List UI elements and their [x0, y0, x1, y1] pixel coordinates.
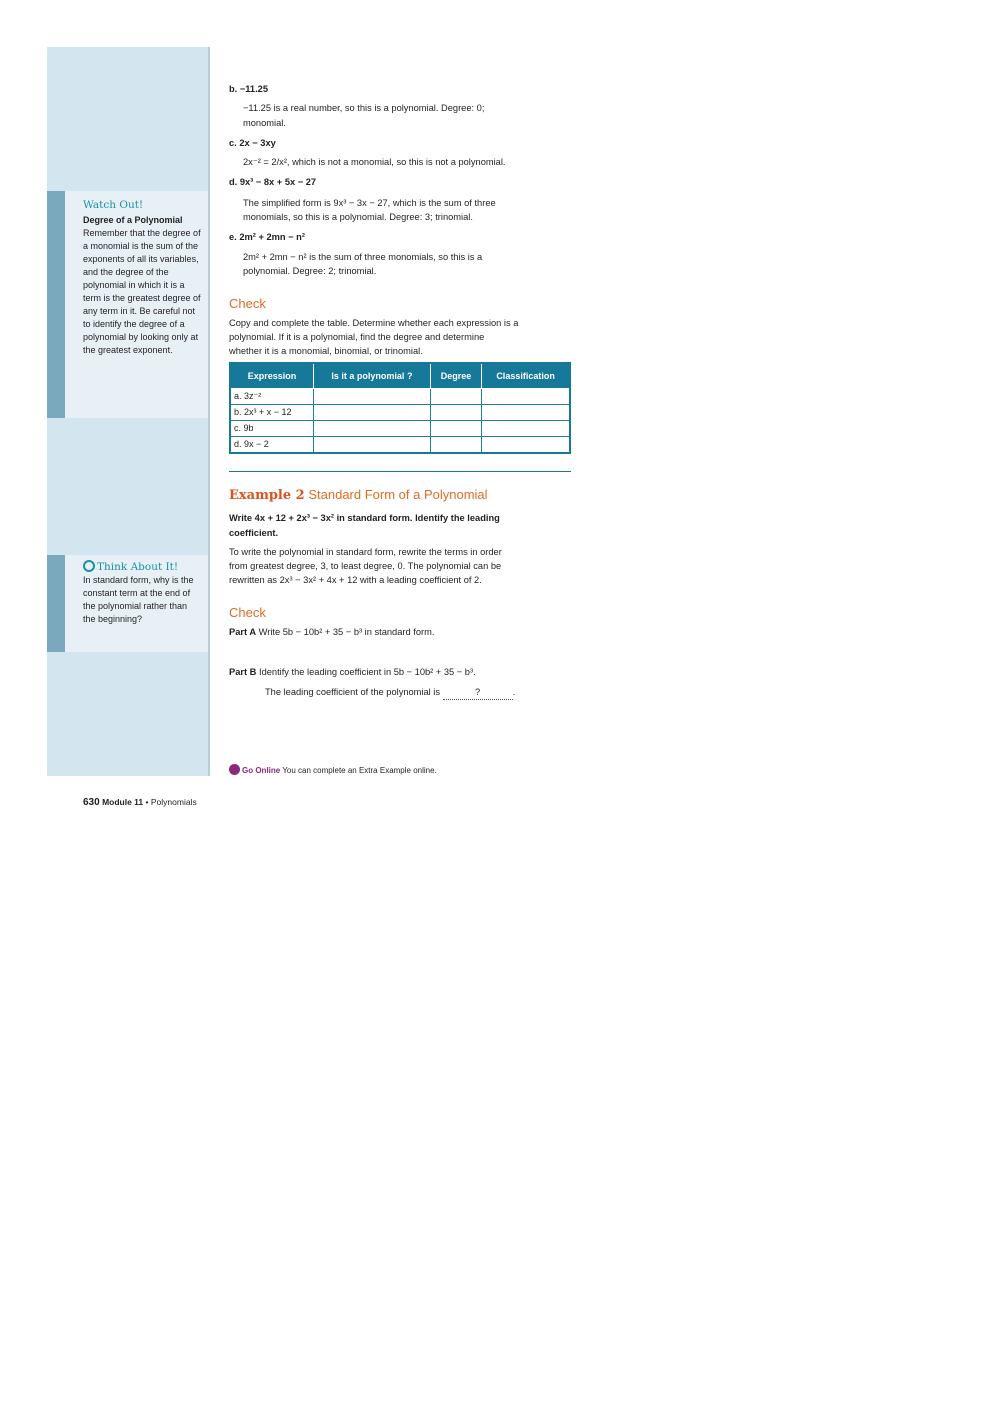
column-header: Classification: [482, 363, 570, 389]
check-instructions-end: whether it is a monomial, binomial, or trinomial.: [229, 346, 423, 356]
think-about-heading: [83, 560, 201, 574]
example-2-number: Example 2: [229, 488, 305, 503]
example-d-text-cont: monomials, so this is a polynomial. Degree: 3; trinomial.: [243, 212, 473, 222]
go-online-text: You can complete an Extra Example online.: [282, 766, 437, 775]
part-b-label: Part B: [229, 667, 257, 677]
example-2-heading: [229, 487, 488, 504]
answer-cell[interactable]: [314, 405, 431, 421]
watch-out-title: Watch Out!: [83, 199, 144, 211]
note-accent-bar: [47, 555, 65, 652]
example-2-body-end: rewritten as 2x³ − 3x² + 4x + 12 with a leading coefficient of 2.: [229, 575, 482, 585]
example-2-body-cont: from greatest degree, 3, to least degree, 0. The polynomial can be: [229, 561, 502, 571]
column-header: Expression: [230, 363, 314, 389]
answer-cell[interactable]: [430, 389, 481, 405]
example-2-title: Standard Form of a Polynomial: [308, 487, 488, 502]
polynomial-table: [229, 362, 571, 454]
go-online-link[interactable]: [229, 764, 437, 778]
table-row: [230, 421, 570, 437]
part-a-text: Write 5b − 10b² + 35 − b³ in standard form.: [258, 627, 435, 637]
answer-cell[interactable]: [482, 405, 570, 421]
think-about-body: In standard form, why is the constant term at the end of the polynomial rather than the beginning?: [83, 575, 194, 624]
answer-line: [265, 685, 515, 700]
check-2-heading: Check: [229, 605, 266, 620]
answer-cell[interactable]: [314, 437, 431, 454]
answer-cell[interactable]: [482, 389, 570, 405]
example-d-label: d. 9x³ − 8x + 5x − 27: [229, 177, 317, 187]
think-about-box: [47, 555, 208, 652]
part-b-prompt: [229, 665, 476, 679]
section-divider: [229, 471, 571, 472]
answer-cell[interactable]: [482, 421, 570, 437]
part-a-prompt: [229, 625, 434, 639]
example-c-text: 2x⁻² = 2/x², which is not a monomial, so this is not a polynomial.: [243, 157, 506, 167]
lightbulb-head-icon: [83, 560, 95, 572]
example-2-prompt-cont: coefficient.: [229, 528, 279, 538]
part-a-label: Part A: [229, 627, 257, 637]
module-label: Module 11: [102, 797, 144, 807]
expression-cell: d. 9x − 2: [230, 437, 314, 454]
answer-text: The leading coefficient of the polynomial is: [265, 687, 441, 697]
answer-blank[interactable]: ?: [443, 685, 513, 700]
watch-out-body: Remember that the degree of a monomial is the sum of the exponents of all its variables, and the degree of the polynomial in which it is a term is the greatest degree of any term in it. Be careful not to identify the degree of a polynomial by looking only at the greatest exponent.: [83, 228, 201, 355]
expression-cell: a. 3z⁻²: [230, 389, 314, 405]
page-number: 630: [83, 797, 100, 808]
note-accent-bar: [47, 191, 65, 418]
answer-cell[interactable]: [314, 421, 431, 437]
example-e-text: 2m² + 2mn − n² is the sum of three monomials, so this is a: [243, 252, 483, 262]
check-heading: Check: [229, 296, 266, 311]
sidebar-divider: [208, 47, 210, 776]
footer-topic: Polynomials: [150, 797, 197, 807]
table-row: [230, 405, 570, 421]
expression-cell: c. 9b: [230, 421, 314, 437]
example-e-label: e. 2m² + 2mn − n²: [229, 232, 305, 242]
footer-separator: •: [145, 797, 149, 807]
example-b-text-cont: monomial.: [243, 118, 286, 128]
table-row: [230, 437, 570, 454]
check-instructions-cont: polynomial. If it is a polynomial, find the degree and determine: [229, 332, 485, 342]
answer-cell[interactable]: [430, 437, 481, 454]
table-header-row: [230, 363, 570, 389]
answer-cell[interactable]: [482, 437, 570, 454]
example-c-label: c. 2x − 3xy: [229, 138, 276, 148]
check-instructions: Copy and complete the table. Determine whether each expression is a: [229, 318, 519, 328]
think-about-title: Think About It!: [97, 561, 179, 573]
example-2-prompt: Write 4x + 12 + 2x³ − 3x² in standard form. Identify the leading: [229, 513, 500, 523]
example-e-text-cont: polynomial. Degree: 2; trinomial.: [243, 266, 377, 276]
watch-out-box: [47, 191, 208, 418]
answer-cell[interactable]: [430, 405, 481, 421]
example-b-label: b. −11.25: [229, 84, 269, 94]
example-d-text: The simplified form is 9x³ − 3x − 27, which is the sum of three: [243, 198, 496, 208]
answer-cell[interactable]: [314, 389, 431, 405]
answer-period: .: [512, 687, 516, 697]
column-header: Degree: [430, 363, 481, 389]
example-b-text: −11.25 is a real number, so this is a polynomial. Degree: 0;: [243, 103, 485, 113]
go-online-label: Go Online: [242, 766, 281, 775]
part-b-text: Identify the leading coefficient in 5b − 10b² + 35 − b³.: [258, 667, 476, 677]
example-2-body: To write the polynomial in standard form, rewrite the terms in order: [229, 547, 502, 557]
expression-cell: b. 2x³ + x − 12: [230, 405, 314, 421]
column-header: Is it a polynomial ?: [314, 363, 431, 389]
answer-cell[interactable]: [430, 421, 481, 437]
watch-out-subtitle: Degree of a Polynomial: [83, 215, 183, 225]
page-footer: [83, 796, 197, 809]
go-online-icon: [229, 764, 240, 775]
table-row: [230, 389, 570, 405]
